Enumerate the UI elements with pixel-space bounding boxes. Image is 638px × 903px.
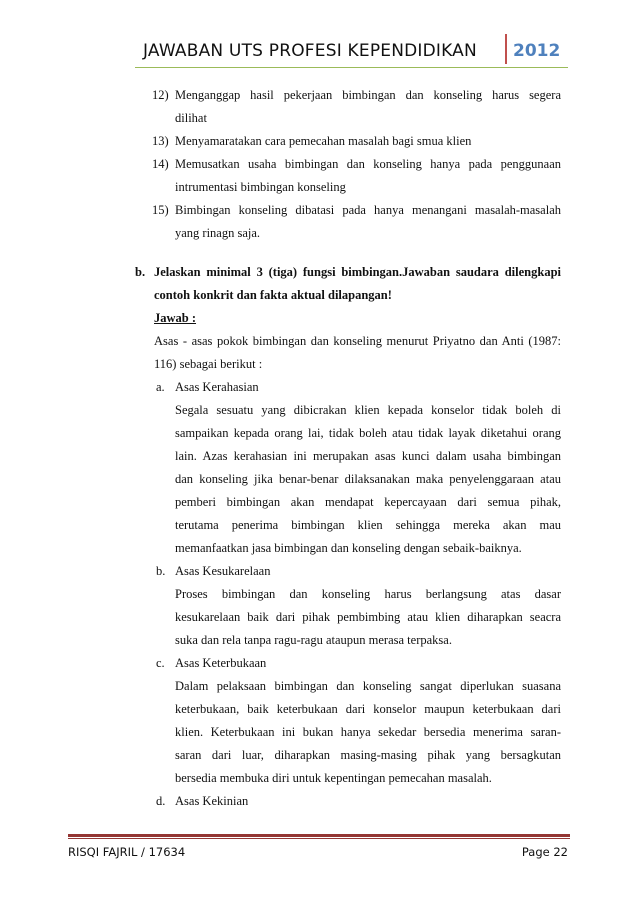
footer-rule-thin <box>68 838 570 839</box>
header-title: JAWABAN UTS PROFESI KEPENDIDIKAN <box>143 41 477 61</box>
paragraph-line: keterbukaan, baik keterbukaan dari konselor maupun keterbukaan dari <box>175 702 561 716</box>
section-label: d. <box>156 794 166 808</box>
section-title: Asas Kerahasian <box>175 380 259 394</box>
list-item-text: intrumentasi bimbingan konseling <box>175 180 346 194</box>
header-rule <box>135 67 568 68</box>
section-label: a. <box>156 380 165 394</box>
question-label: b. <box>135 265 146 279</box>
section-label: b. <box>156 564 166 578</box>
page-number: Page 22 <box>521 845 568 859</box>
answer-intro: 116) sebagai berikut : <box>154 357 263 371</box>
paragraph-line: dan konseling jika benar-benar dilaksanakan maka penyelenggaraan atau <box>175 472 561 486</box>
answer-intro: Asas - asas pokok bimbingan dan konseling menurut Priyatno dan Anti (1987: <box>154 334 561 348</box>
footer-author: RISQI FAJRIL / 17634 <box>68 845 186 859</box>
answer-heading: Jawab : <box>154 311 197 325</box>
list-number: 13) <box>152 134 169 148</box>
list-item-text: Menganggap hasil pekerjaan bimbingan dan konseling harus segera <box>175 88 561 102</box>
list-item-text: dilihat <box>175 111 207 125</box>
section-title: Asas Keterbukaan <box>175 656 267 670</box>
list-item-text: Menyamaratakan cara pemecahan masalah bagi smua klien <box>175 134 472 148</box>
list-number: 15) <box>152 203 169 217</box>
section-title: Asas Kesukarelaan <box>175 564 271 578</box>
paragraph-line: Proses bimbingan dan konseling harus berlangsung atas dasar <box>175 587 561 601</box>
list-item-text: yang rinagn saja. <box>175 226 261 240</box>
section-label: c. <box>156 656 165 670</box>
paragraph-line: terutama penerima bimbingan klien sehingga mereka akan mau <box>175 518 561 532</box>
paragraph-line: saran dari luar, diharapkan masing-masing pihak yang bersagkutan <box>175 748 561 762</box>
paragraph-line: lain. Azas kerahasian ini merupakan asas kunci dalam usaha bimbingan <box>175 449 561 463</box>
list-item-text: Memusatkan usaha bimbingan dan konseling hanya pada penggunaan <box>175 157 561 171</box>
paragraph-line: Dalam pelaksaan bimbingan dan konseling sangat diperlukan suasana <box>175 679 561 693</box>
question-text: contoh konkrit dan fakta aktual dilapangan! <box>154 288 392 302</box>
paragraph-line: pemberi bimbingan akan mendapat kepercayaan dari semua pihak, <box>175 495 561 509</box>
header-year: 2012 <box>513 41 561 61</box>
paragraph-line: memanfaatkan jasa bimbingan dan konseling dengan sebaik-baiknya. <box>175 541 522 555</box>
paragraph-line: Segala sesuatu yang dibicrakan klien kepada konselor tidak boleh di <box>175 403 561 417</box>
question-text: Jelaskan minimal 3 (tiga) fungsi bimbingan.Jawaban saudara dilengkapi <box>154 265 561 279</box>
paragraph-line: suka dan rela tanpa ragu-ragu ataupun merasa terpaksa. <box>175 633 452 647</box>
footer-rule <box>68 834 570 837</box>
section-title: Asas Kekinian <box>175 794 249 808</box>
list-number: 14) <box>152 157 169 171</box>
paragraph-line: sampaikan kepada orang lai, tidak boleh atau tidak layak diketahui orang <box>175 426 561 440</box>
list-item-text: Bimbingan konseling dibatasi pada hanya menangani masalah-masalah <box>175 203 561 217</box>
header-separator <box>505 34 507 64</box>
list-number: 12) <box>152 88 169 102</box>
paragraph-line: klien. Keterbukaan ini bukan hanya sekedar bersedia menerima saran- <box>175 725 561 739</box>
paragraph-line: bersedia membuka diri untuk kepentingan pemecahan masalah. <box>175 771 492 785</box>
paragraph-line: kesukarelaan baik dari pihak pembimbing atau klien diharapkan seacra <box>175 610 561 624</box>
